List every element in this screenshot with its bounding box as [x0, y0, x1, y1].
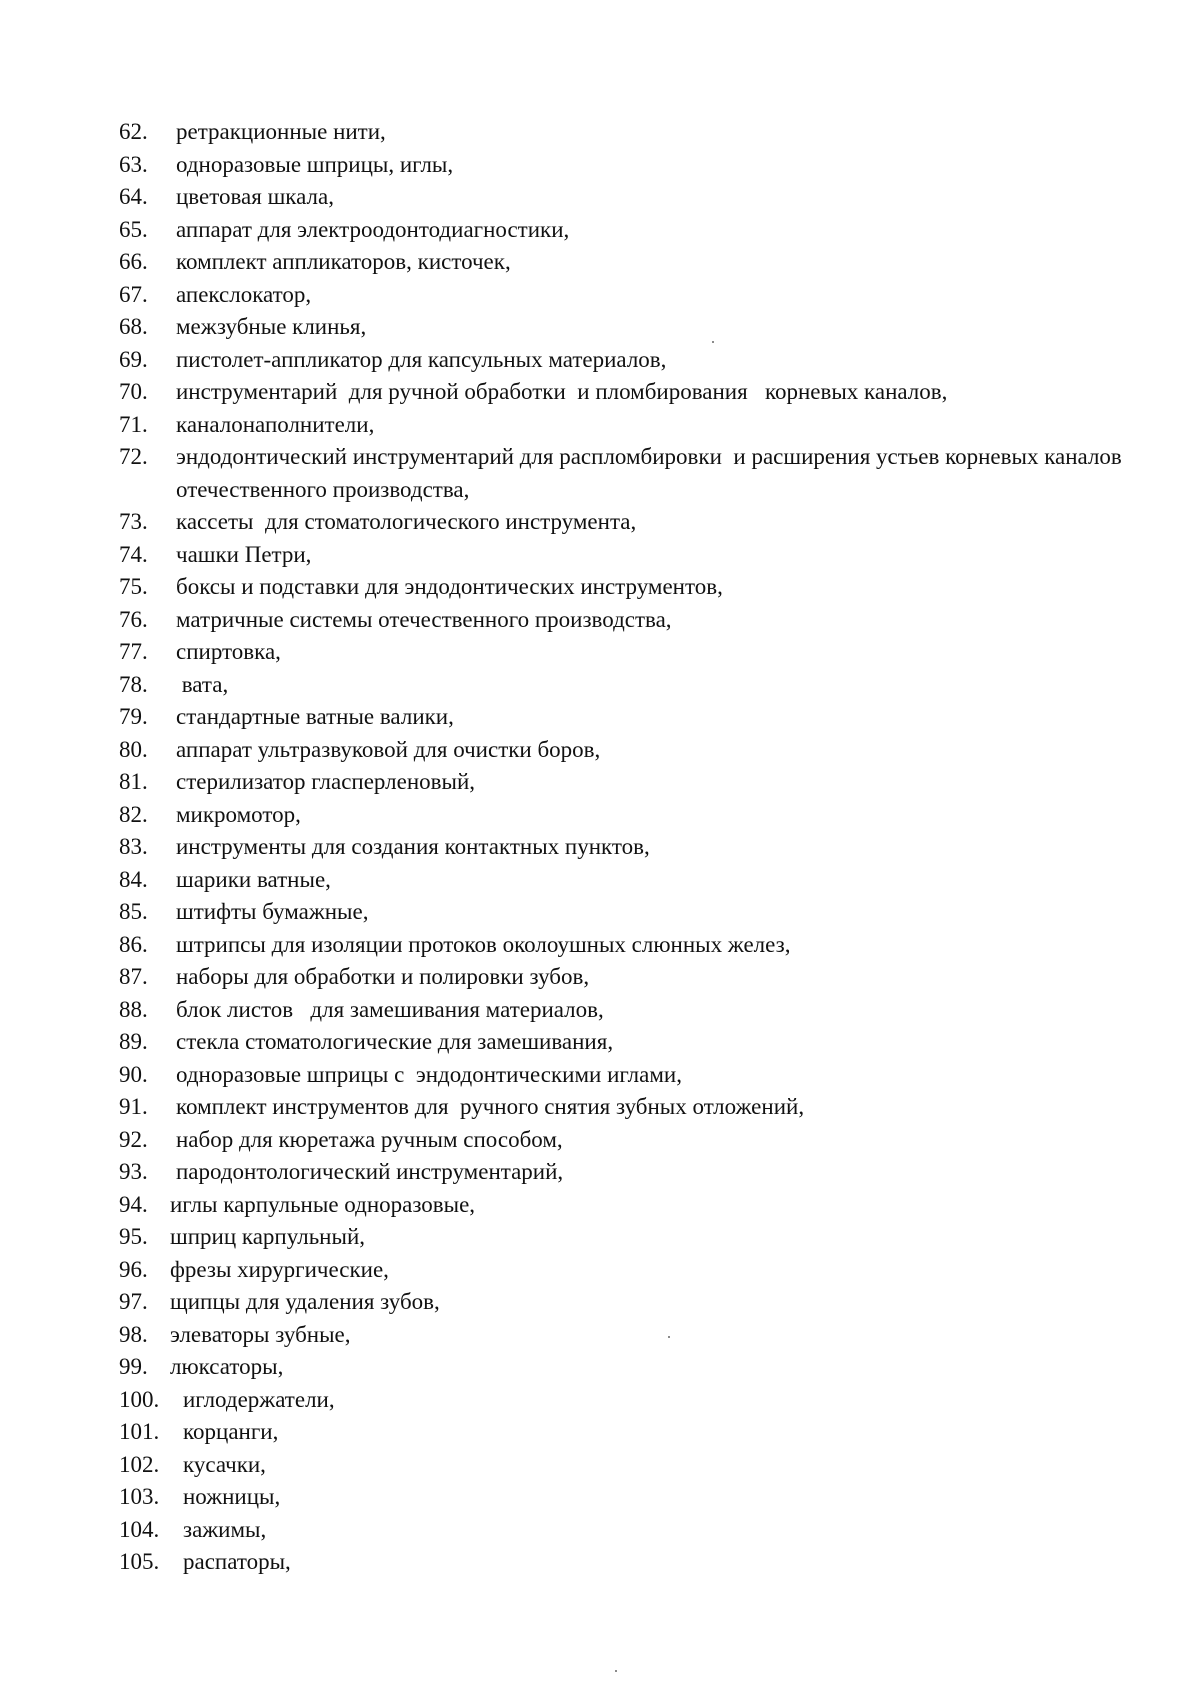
list-item-number: 103.	[119, 1484, 160, 1509]
list-item-number: 93.	[119, 1159, 148, 1184]
list-item-number: 100.	[119, 1386, 160, 1412]
list-item	[119, 1156, 1169, 1189]
list-item-number: 104.	[119, 1516, 160, 1542]
list-item-number: 79.	[119, 704, 148, 729]
list-item	[119, 1546, 1169, 1579]
list-item-number: 86.	[119, 931, 148, 957]
list-item-text: наборы для обработки и полировки зубов,	[176, 964, 590, 989]
list-item-number: 71.	[119, 411, 148, 437]
list-item	[119, 181, 1169, 214]
list-item	[119, 929, 1169, 962]
list-item-text: стерилизатор гласперленовый,	[176, 769, 475, 794]
list-item-text: матричные системы отечественного производства,	[176, 606, 672, 632]
list-item-text: аппарат для электроодонтодиагностики,	[176, 216, 570, 242]
list-item-text: шарики ватные,	[176, 866, 331, 892]
list-item-text: инструментарий для ручной обработки и пломбирования корневых каналов,	[176, 379, 948, 404]
list-item-number: 89.	[119, 1029, 148, 1054]
list-item	[119, 701, 1169, 734]
list-item	[119, 1221, 1169, 1254]
list-item-number: 97.	[119, 1289, 148, 1314]
list-item-number: 102.	[119, 1451, 160, 1477]
list-item-number: 63.	[119, 151, 148, 177]
list-item-text: кассеты для стоматологического инструмента,	[176, 509, 637, 534]
list-item-text: вата,	[176, 671, 229, 697]
list-item	[119, 246, 1169, 279]
list-item-text: стекла стоматологические для замешивания,	[176, 1029, 614, 1054]
equipment-list	[119, 116, 1169, 1579]
list-item	[119, 1189, 1169, 1222]
list-item-text: одноразовые шприцы с эндодонтическими иглами,	[176, 1061, 682, 1087]
list-item-text: одноразовые шприцы, иглы,	[176, 151, 454, 177]
list-item	[119, 896, 1169, 929]
list-item-text: зажимы,	[183, 1516, 267, 1542]
list-item-text: цветовая шкала,	[176, 184, 334, 209]
scan-speck	[712, 341, 714, 343]
list-item-text: межзубные клинья,	[176, 314, 367, 339]
list-item	[119, 1514, 1169, 1547]
list-item	[119, 1449, 1169, 1482]
list-item-text: каналонаполнители,	[176, 411, 375, 437]
list-item-text: штифты бумажные,	[176, 899, 369, 924]
list-item-text: аппарат ультразвуковой для очистки боров,	[176, 736, 601, 762]
scan-speck	[615, 1670, 617, 1672]
list-item-number: 81.	[119, 769, 148, 794]
list-item-text: инструменты для создания контактных пунктов,	[176, 834, 650, 859]
list-item-text: кусачки,	[183, 1451, 266, 1477]
list-item-number: 85.	[119, 899, 148, 924]
list-item	[119, 1091, 1169, 1124]
list-item	[119, 311, 1169, 344]
list-item	[119, 344, 1169, 377]
list-item-text: шприц карпульный,	[170, 1224, 366, 1249]
list-item-number: 80.	[119, 736, 148, 762]
list-item	[119, 539, 1169, 572]
list-item-text: эндодонтический инструментарий для распломбировки и расширения устьев корневых каналов отечественного производства,	[176, 444, 1128, 502]
list-item-text: ретракционные нити,	[176, 119, 386, 144]
list-item	[119, 1319, 1169, 1352]
list-item-number: 73.	[119, 509, 148, 534]
list-item-number: 82.	[119, 801, 148, 827]
list-item	[119, 279, 1169, 312]
list-item-text: чашки Петри,	[176, 541, 312, 567]
list-item	[119, 441, 1169, 506]
list-item-number: 96.	[119, 1256, 148, 1282]
list-item-number: 98.	[119, 1321, 148, 1347]
list-item-text: ножницы,	[183, 1484, 281, 1509]
list-item-text: пистолет-аппликатор для капсульных материалов,	[176, 346, 667, 372]
list-item-text: пародонтологический инструментарий,	[176, 1159, 564, 1184]
list-item-number: 99.	[119, 1354, 148, 1379]
list-item	[119, 214, 1169, 247]
list-item-number: 91.	[119, 1094, 148, 1119]
list-item-number: 87.	[119, 964, 148, 989]
list-item-number: 78.	[119, 671, 148, 697]
list-item-number: 101.	[119, 1419, 160, 1444]
list-item	[119, 1351, 1169, 1384]
list-item-number: 88.	[119, 996, 148, 1022]
list-item-text: набор для кюретажа ручным способом,	[176, 1126, 563, 1152]
list-item-number: 72.	[119, 444, 148, 469]
list-item	[119, 571, 1169, 604]
list-item	[119, 636, 1169, 669]
list-item	[119, 1026, 1169, 1059]
list-item-number: 90.	[119, 1061, 148, 1087]
list-item-number: 75.	[119, 574, 148, 599]
list-item-text: элеваторы зубные,	[170, 1321, 351, 1347]
list-item-number: 68.	[119, 314, 148, 339]
list-item	[119, 669, 1169, 702]
list-item-number: 105.	[119, 1549, 160, 1574]
list-item-text: штрипсы для изоляции протоков околоушных слюнных желез,	[176, 931, 791, 957]
list-item-text: фрезы хирургические,	[170, 1256, 389, 1282]
list-item-number: 83.	[119, 834, 148, 859]
list-item	[119, 1481, 1169, 1514]
list-item	[119, 1124, 1169, 1157]
list-item	[119, 409, 1169, 442]
list-item-number: 94.	[119, 1191, 148, 1217]
list-item-text: стандартные ватные валики,	[176, 704, 454, 729]
list-item	[119, 116, 1169, 149]
list-item	[119, 961, 1169, 994]
list-item-text: апекслокатор,	[176, 281, 312, 307]
list-item-number: 66.	[119, 249, 148, 274]
list-item-number: 84.	[119, 866, 148, 892]
list-item-text: корцанги,	[183, 1419, 279, 1444]
list-item	[119, 376, 1169, 409]
list-item	[119, 506, 1169, 539]
list-item	[119, 864, 1169, 897]
list-item	[119, 1059, 1169, 1092]
list-item-text: распаторы,	[183, 1549, 291, 1574]
list-item-number: 69.	[119, 346, 148, 372]
list-item-text: комплект аппликаторов, кисточек,	[176, 249, 511, 274]
list-item	[119, 799, 1169, 832]
list-item-number: 92.	[119, 1126, 148, 1152]
list-item-text: комплект инструментов для ручного снятия зубных отложений,	[176, 1094, 805, 1119]
list-item-text: блок листов для замешивания материалов,	[176, 996, 604, 1022]
list-item-text: спиртовка,	[176, 639, 281, 664]
list-item	[119, 1384, 1169, 1417]
list-item-number: 64.	[119, 184, 148, 209]
list-item-number: 67.	[119, 281, 148, 307]
list-item	[119, 831, 1169, 864]
list-item-number: 74.	[119, 541, 148, 567]
list-item-number: 70.	[119, 379, 148, 404]
list-item	[119, 766, 1169, 799]
list-item-text: иглы карпульные одноразовые,	[170, 1191, 476, 1217]
list-item	[119, 994, 1169, 1027]
list-item-text: иглодержатели,	[183, 1386, 335, 1412]
list-item-number: 62.	[119, 119, 148, 144]
list-item-number: 95.	[119, 1224, 148, 1249]
scan-speck	[668, 1336, 670, 1338]
list-item	[119, 734, 1169, 767]
list-item-text: боксы и подставки для эндодонтических инструментов,	[176, 574, 723, 599]
list-item-text: щипцы для удаления зубов,	[170, 1289, 440, 1314]
list-item	[119, 604, 1169, 637]
list-item	[119, 1254, 1169, 1287]
list-item	[119, 149, 1169, 182]
list-item-number: 65.	[119, 216, 148, 242]
list-item-number: 76.	[119, 606, 148, 632]
list-item	[119, 1286, 1169, 1319]
list-item	[119, 1416, 1169, 1449]
list-item-text: люксаторы,	[170, 1354, 284, 1379]
list-item-text: микромотор,	[176, 801, 301, 827]
list-item-number: 77.	[119, 639, 148, 664]
